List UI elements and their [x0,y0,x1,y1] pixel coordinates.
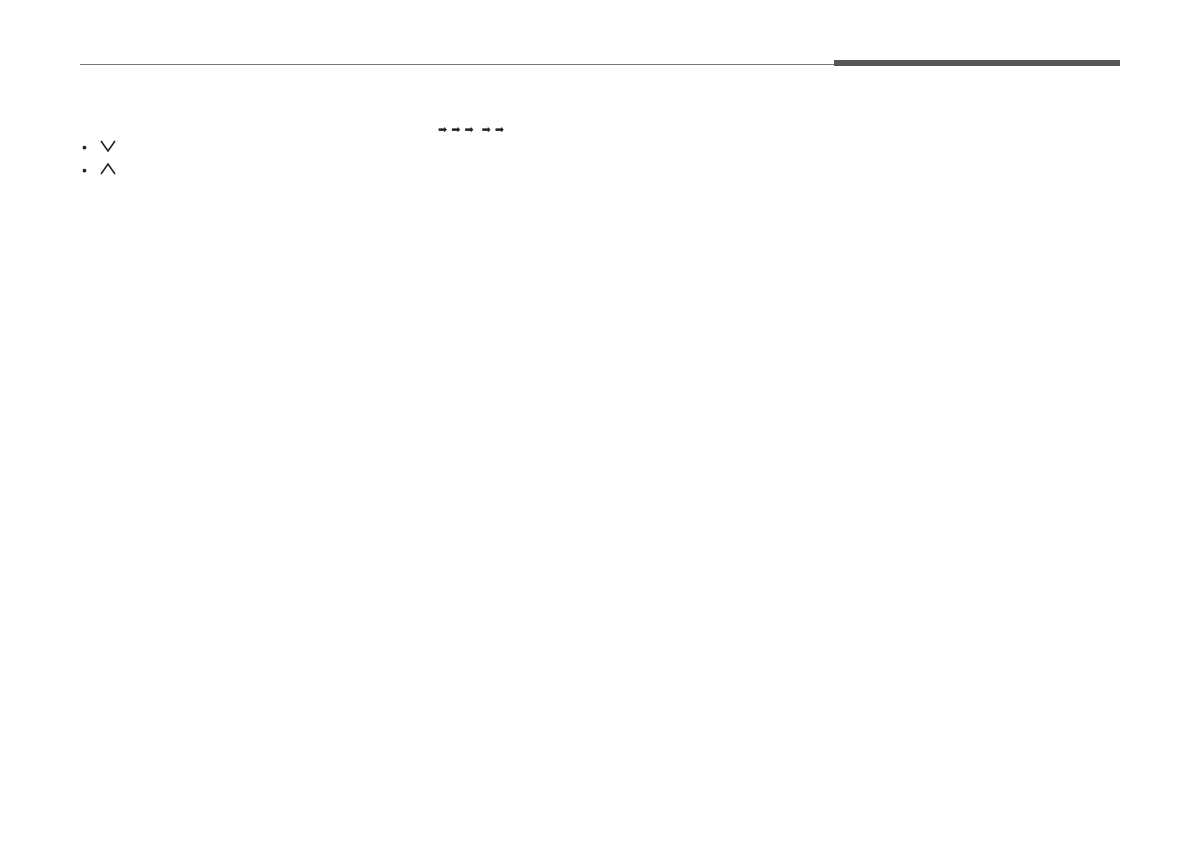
seek-up-bullet [80,162,408,182]
arrow-right-icon: ➡ [451,124,461,136]
chevron-up-icon [99,162,117,176]
bullet-dot: • [82,162,87,179]
arrow-right-icon: ➡ [481,124,491,136]
arrow-right-icon: ➡ [494,124,505,136]
seek-down-bullet [80,139,408,159]
arrow-right-icon: ➡ [438,124,448,136]
column-1 [80,116,408,184]
section-3-paragraph [436,121,764,141]
bullet-dot: • [82,140,87,156]
header-bar [834,60,1120,66]
column-2 [436,116,764,155]
arrow-right-icon: ➡ [464,124,474,136]
chevron-down-icon [99,139,117,153]
